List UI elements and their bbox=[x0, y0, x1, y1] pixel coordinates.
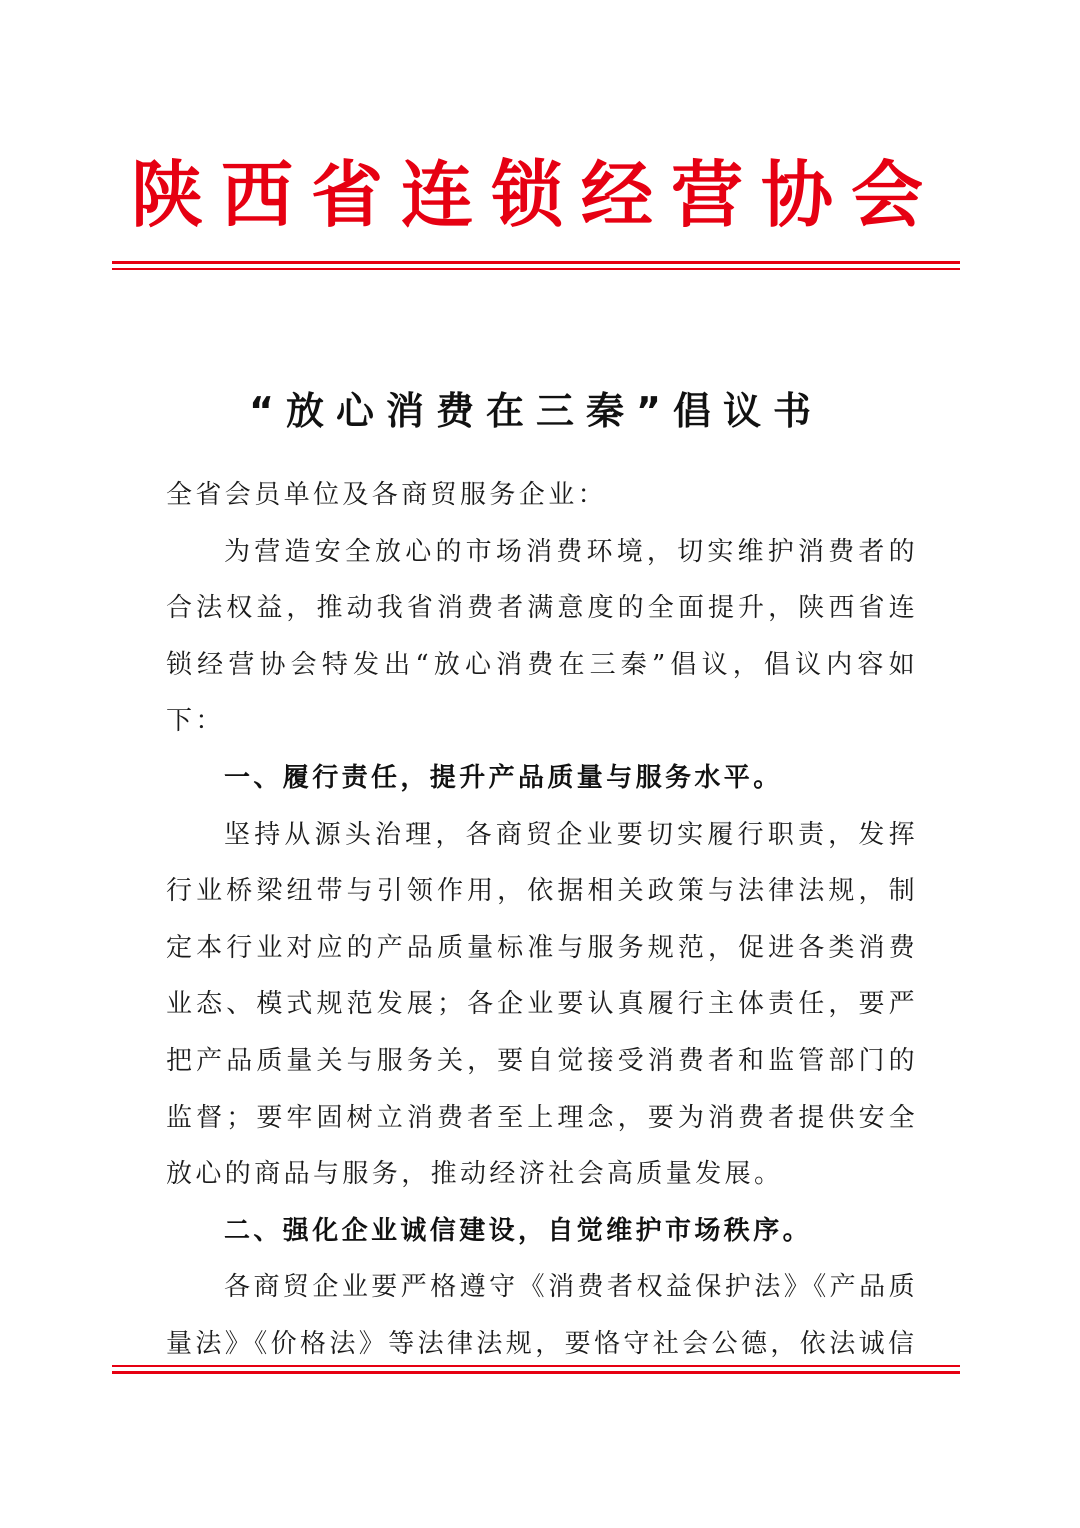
footer-thick-rule bbox=[112, 1371, 960, 1374]
letterhead-organization-name: 陕西省连锁经营协会 bbox=[130, 153, 941, 237]
letterhead-top-thick-rule bbox=[112, 261, 960, 264]
letterhead-top-thin-rule bbox=[112, 268, 960, 270]
footer-thin-rule bbox=[112, 1365, 960, 1367]
section-heading-1: 一、履行责任，提升产品质量与服务水平。 bbox=[224, 762, 783, 793]
document-title: “放心消费在三秦”倡议书 bbox=[249, 389, 823, 433]
intro-paragraph: 为营造安全放心的市场消费环境，切实维护消费者的合法权益，推动我省消费者满意度的全面提升，陕西省连锁经营协会特发出“放心消费在三秦”倡议，倡议内容如下： bbox=[166, 536, 918, 737]
section-heading-2: 二、强化企业诚信建设，自觉维护市场秩序。 bbox=[224, 1215, 813, 1246]
document-body bbox=[166, 467, 918, 1373]
salutation: 全省会员单位及各商贸服务企业： bbox=[166, 480, 608, 510]
section-paragraph-2: 各商贸企业要严格遵守《消费者权益保护法》《产品质量法》《价格法》等法律法规，要恪守社会公德，依法诚信 bbox=[166, 1272, 918, 1359]
section-paragraph-1: 坚持从源头治理，各商贸企业要切实履行职责，发挥行业桥梁纽带与引领作用，依据相关政策与法律法规，制定本行业对应的产品质量标准与服务规范，促进各类消费业态、模式规范发展；各企业要认真履行主体责任，要严把产品质量关与服务关，要自觉接受消费者和监管部门的监督；要牢固树立消费者至上理念，要为消费者提供安全放心的商品与服务，推动经济社会高质量发展。 bbox=[166, 819, 918, 1190]
